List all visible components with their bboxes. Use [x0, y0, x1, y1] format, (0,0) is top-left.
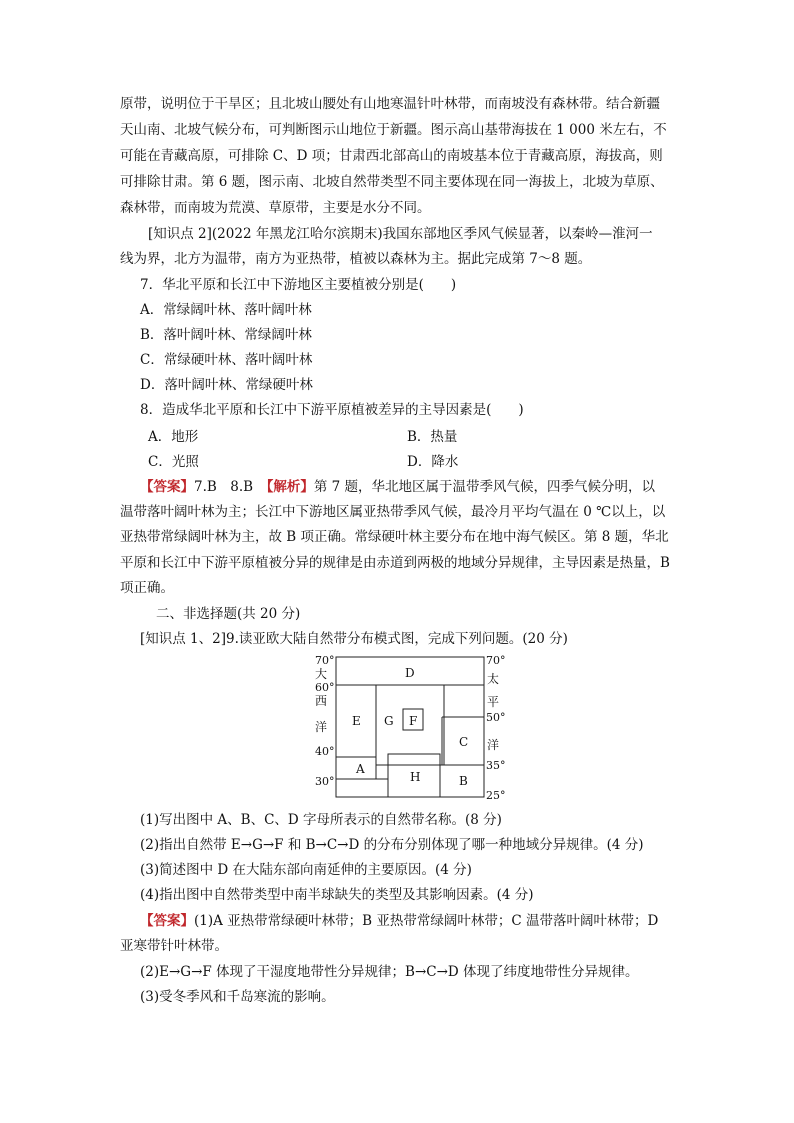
- lat-label-left: 40°: [315, 745, 335, 758]
- text-line: 森林带，而南坡为荒漠、草原带，主要是水分不同。: [120, 200, 431, 216]
- question-intro: [知识点 2](2022 年黑龙江哈尔滨期末)我国东部地区季风气候显著，以秦岭—淮河一: [148, 226, 653, 242]
- text-line: (3)受冬季风和千岛寒流的影响。: [140, 989, 335, 1005]
- sub-question-2: (2)指出自然带 E→G→F 和 B→C→D 的分布分别体现了哪一种地域分异规律。(4 分): [140, 837, 644, 853]
- lat-label-right: 50°: [486, 711, 506, 724]
- zone-label-g: G: [384, 714, 394, 728]
- option-8a: A．地形: [148, 429, 199, 445]
- section-heading: 二、非选择题(共 20 分): [156, 606, 301, 622]
- text-line: 温带落叶阔叶林为主；长江中下游地区属亚热带季风气候，最冷月平均气温在 0 ℃以上，以: [120, 504, 666, 520]
- option-8d: D．降水: [407, 454, 459, 470]
- zone-label-d: D: [405, 666, 415, 680]
- answer-text: (1)A 亚热带常绿硬叶林带；B 亚热带常绿阔叶林带；C 温带落叶阔叶林带；D: [194, 913, 659, 929]
- text-line: 亚寒带针叶林带。: [120, 938, 228, 954]
- lat-label-left: 60°: [315, 681, 335, 694]
- zone-label-a: A: [356, 762, 365, 776]
- text-line: 天山南、北坡气候分布，可判断图示山地位于新疆。图示高山基带海拔在 1 000 米左右，不: [120, 122, 667, 138]
- sub-question-1: (1)写出图中 A、B、C、D 字母所表示的自然带名称。(8 分): [140, 812, 502, 828]
- text-line: (2)E→G→F 体现了干湿度地带性分异规律；B→C→D 体现了纬度地带性分异规律。: [140, 964, 639, 980]
- zone-label-h: H: [410, 770, 421, 784]
- ocean-label-left: 洋: [315, 720, 328, 734]
- ocean-label-left: 大: [315, 667, 328, 681]
- lat-label-left: 30°: [315, 775, 335, 788]
- ocean-label-right: 太: [487, 672, 500, 686]
- sub-question-3: (3)简述图中 D 在大陆东部向南延伸的主要原因。(4 分): [140, 862, 472, 878]
- question-9: [知识点 1、2]9.读亚欧大陆自然带分布模式图，完成下列问题。(20 分): [140, 631, 568, 647]
- zone-label-c: C: [459, 735, 469, 749]
- option-8c: C．光照: [148, 454, 199, 470]
- question-intro: 线为界，北方为温带，南方为亚热带，植被以森林为主。据此完成第 7～8 题。: [120, 251, 592, 267]
- option-7a: A．常绿阔叶林、落叶阔叶林: [140, 302, 312, 318]
- option-8b: B．热量: [407, 429, 458, 445]
- text-line: 项正确。: [120, 580, 174, 596]
- ocean-label-right: 洋: [487, 738, 500, 752]
- option-7b: B．落叶阔叶林、常绿阔叶林: [140, 327, 312, 343]
- question-8: 8．造成华北平原和长江中下游平原植被差异的主导因素是( ): [140, 402, 524, 418]
- text-line: 可能在青藏高原，可排除 C、D 项；甘肃西北部高山的南坡基本位于青藏高原，海拔高，则: [120, 148, 663, 164]
- question-7: 7．华北平原和长江中下游地区主要植被分别是( ): [140, 277, 457, 293]
- analysis-text: 第 7 题，华北地区属于温带季风气候，四季气候分明，以: [313, 479, 656, 495]
- natural-zone-diagram: [300, 652, 506, 802]
- answer-tag: 【答案】: [140, 913, 194, 929]
- text-line: 平原和长江中下游平原植被分异的规律是由赤道到两极的地域分异规律，主导因素是热量，B: [120, 555, 670, 571]
- lat-label-left: 70°: [315, 654, 335, 667]
- option-7c: C．常绿硬叶林、落叶阔叶林: [140, 352, 313, 368]
- sub-question-4: (4)指出图中自然带类型中南半球缺失的类型及其影响因素。(4 分): [140, 887, 534, 903]
- lat-label-right: 70°: [486, 654, 506, 667]
- option-7d: D．落叶阔叶林、常绿硬叶林: [140, 377, 313, 393]
- analysis-tag: 【解析】: [266, 479, 314, 495]
- zone-label-f: F: [409, 714, 418, 728]
- text-line: 原带，说明位于干旱区；且北坡山腰处有山地寒温针叶林带，而南坡没有森林带。结合新疆: [120, 96, 660, 112]
- zone-label-b: B: [459, 774, 468, 788]
- answer-line: [140, 475, 700, 499]
- ocean-label-left: 西: [315, 694, 328, 708]
- answer-tag: 【答案】: [140, 479, 194, 495]
- text-line: 可排除甘肃。第 6 题，图示南、北坡自然带类型不同主要体现在同一海拔上，北坡为草原、: [120, 174, 664, 190]
- zone-label-e: E: [352, 714, 361, 728]
- ocean-label-right: 平: [487, 695, 500, 709]
- answer-values: 7.B 8.B: [194, 479, 267, 495]
- lat-label-right: 35°: [486, 759, 506, 772]
- answer-line: [140, 909, 700, 933]
- lat-label-right: 25°: [486, 789, 506, 802]
- text-line: 亚热带常绿阔叶林为主，故 B 项正确。常绿硬叶林主要分布在地中海气候区。第 8 题，华北: [120, 529, 669, 545]
